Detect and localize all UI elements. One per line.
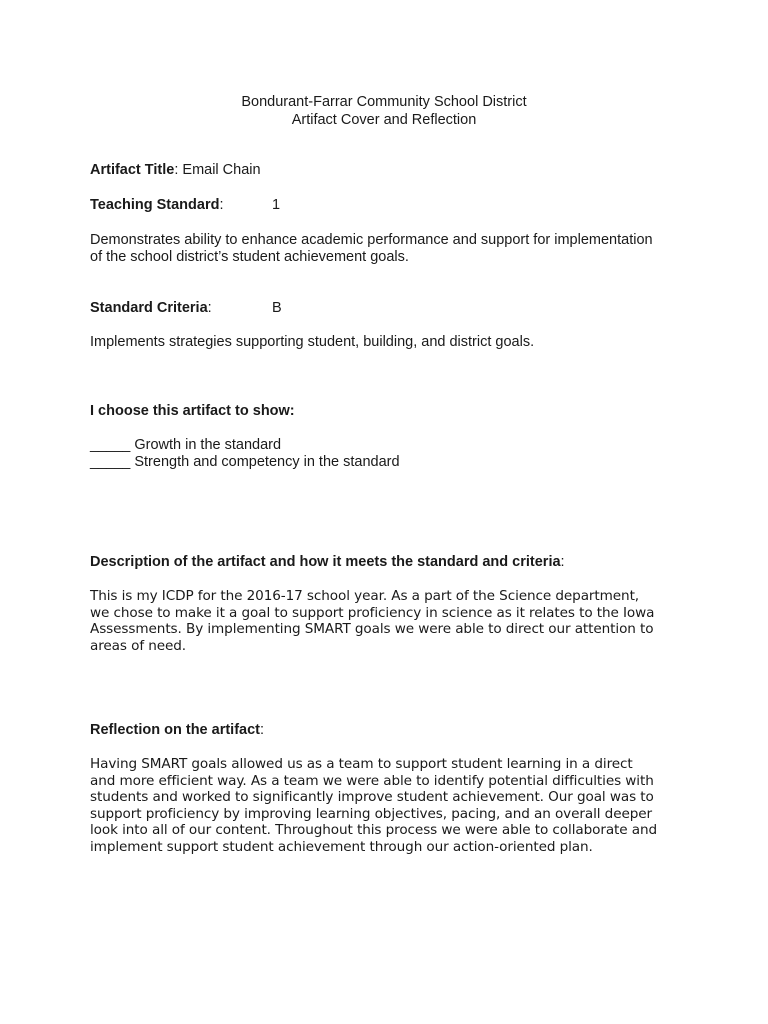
document-subtitle: Artifact Cover and Reflection	[291, 112, 477, 128]
choose-option-strength: _____ Strength and competency in the standard	[90, 454, 400, 470]
description-line: we chose to make it a goal to support proficiency in science as it relates to the Iowa	[90, 604, 655, 621]
teaching-standard-description	[90, 232, 690, 266]
description-line: This is my ICDP for the 2016-17 school year. As a part of the Science department,	[90, 588, 640, 604]
choose-options	[90, 437, 690, 471]
reflection-heading-colon: :	[260, 722, 265, 738]
teaching-standard-desc-line-1: Demonstrates ability to enhance academic performance and support for implementation	[90, 232, 653, 248]
teaching-standard-desc-line-2: of the school district’s student achievement goals.	[90, 249, 409, 265]
reflection-heading-line	[90, 722, 690, 739]
description-heading: Description of the artifact and how it meets the standard and criteria	[90, 554, 561, 570]
artifact-title-label: Artifact Title	[90, 162, 175, 178]
description-heading-colon: :	[560, 554, 565, 570]
description-line: Assessments. By implementing SMART goals we were able to direct our attention to	[90, 621, 654, 637]
description-body	[90, 588, 690, 654]
reflection-heading: Reflection on the artifact	[90, 722, 260, 738]
standard-criteria-value: B	[272, 300, 282, 316]
choose-option-growth: _____ Growth in the standard	[90, 437, 282, 453]
reflection-line: look into all of our content. Throughout this process we were able to collaborate and	[90, 822, 658, 838]
teaching-standard-line	[90, 197, 690, 214]
standard-criteria-label: Standard Criteria	[90, 300, 208, 316]
reflection-line: students and worked to significantly improve student achievement. Our goal was to	[90, 789, 654, 805]
teaching-standard-label: Teaching Standard	[90, 197, 220, 213]
reflection-line: implement support student achievement through our action-oriented plan.	[90, 838, 593, 855]
district-name: Bondurant-Farrar Community School District	[241, 94, 527, 110]
document-header	[0, 93, 768, 129]
standard-criteria-description: Implements strategies supporting student, building, and district goals.	[90, 334, 535, 350]
artifact-title-value: : Email Chain	[174, 162, 261, 178]
teaching-standard-colon: :	[219, 197, 224, 213]
teaching-standard-value: 1	[272, 197, 281, 213]
reflection-body	[90, 756, 690, 855]
description-line: areas of need.	[90, 637, 187, 654]
reflection-line: and more efficient way. As a team we were able to identify potential difficulties with	[90, 772, 654, 789]
reflection-line: Having SMART goals allowed us as a team to support student learning in a direct	[90, 756, 633, 772]
description-heading-line	[90, 554, 690, 571]
artifact-title-line	[90, 162, 690, 179]
standard-criteria-line	[90, 300, 690, 317]
standard-criteria-colon: :	[207, 300, 212, 316]
choose-heading: I choose this artifact to show:	[90, 403, 295, 419]
reflection-line: support proficiency by improving learning objectives, pacing, and an overall deeper	[90, 805, 653, 822]
